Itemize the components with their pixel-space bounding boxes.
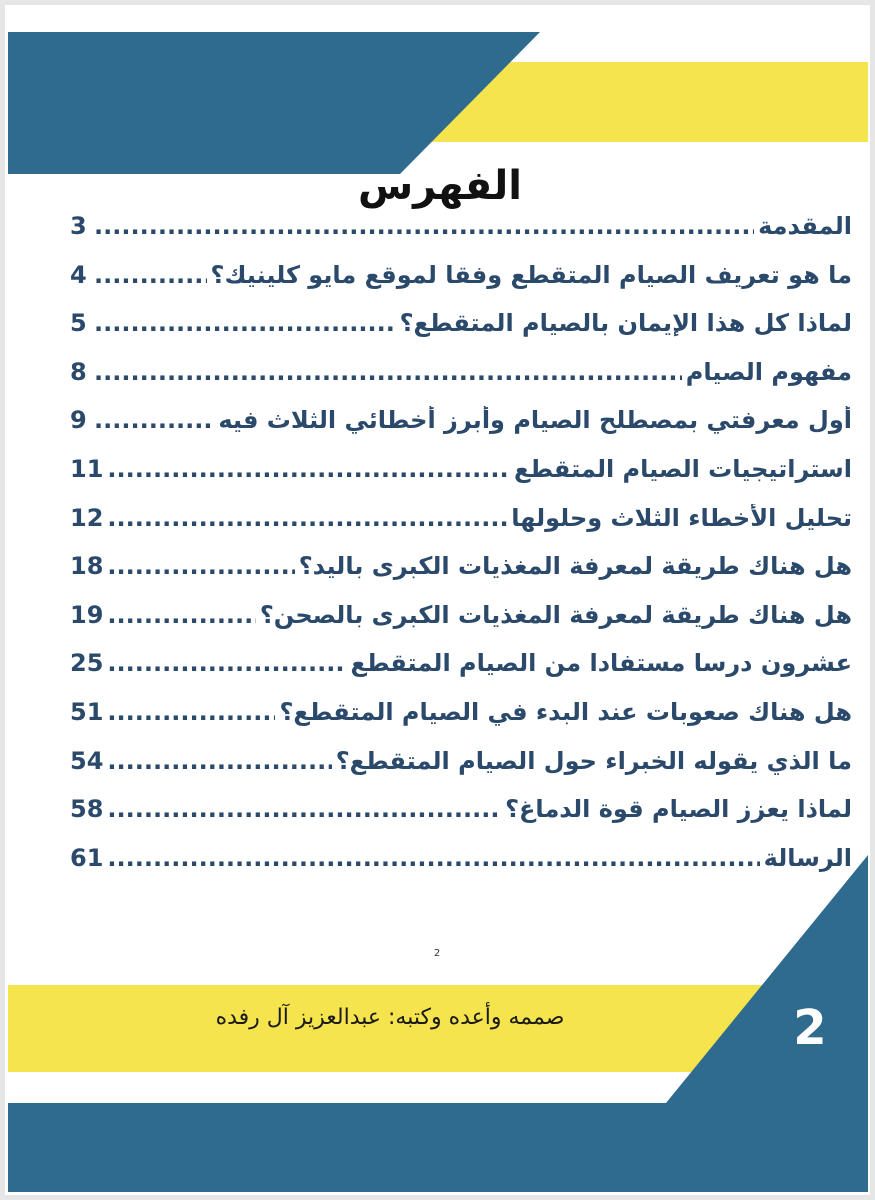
toc-entry-page: 12 [70, 503, 104, 532]
toc-entry-title: ما هو تعريف الصيام المتقطع وفقا لموقع مايو كلينيك؟ [210, 260, 852, 289]
toc-entry [70, 649, 852, 698]
toc-entry-page: 3 [70, 212, 87, 240]
toc-entry [70, 358, 852, 407]
toc-leader-dots [94, 212, 754, 240]
big-page-number: 2 [793, 1000, 827, 1056]
toc-entry [70, 309, 852, 358]
toc-leader-dots [107, 795, 501, 823]
toc-leader-dots [94, 406, 214, 434]
toc-leader-dots [94, 309, 396, 337]
toc-entry-page: 18 [70, 552, 104, 581]
toc-entry-title: المقدمة [758, 212, 852, 240]
toc-entry [70, 406, 852, 455]
toc-entry-page: 25 [70, 649, 104, 678]
toc-entry [70, 455, 852, 504]
toc-entry [70, 261, 852, 310]
toc-entry-page: 61 [70, 843, 104, 872]
table-of-contents [70, 212, 852, 892]
toc-leader-dots [94, 358, 682, 386]
toc-entry-page: 5 [70, 309, 87, 338]
toc-entry-page: 58 [70, 795, 104, 824]
toc-entry-title: استراتيجيات الصيام المتقطع [514, 454, 852, 483]
toc-leader-dots [107, 455, 510, 483]
toc-entry-page: 11 [70, 454, 104, 483]
toc-entry-title: هل هناك طريقة لمعرفة المغذيات الكبرى بالصحن؟ [259, 600, 852, 629]
page-title: الفهرس [357, 163, 522, 209]
toc-leader-dots [107, 698, 275, 726]
toc-entry-title: لماذا كل هذا الإيمان بالصيام المتقطع؟ [399, 309, 852, 338]
author-credit: صممه وأعده وكتبه: عبدالعزيز آل رفده [215, 1005, 565, 1030]
toc-entry [70, 504, 852, 553]
small-page-number: 2 [433, 948, 441, 959]
toc-entry-title: ما الذي يقوله الخبراء حول الصيام المتقطع؟ [335, 746, 852, 775]
toc-leader-dots [107, 844, 759, 872]
toc-entry-page: 9 [70, 406, 87, 435]
toc-entry-title: هل هناك طريقة لمعرفة المغذيات الكبرى باليد؟ [298, 552, 852, 581]
toc-entry-page: 4 [70, 260, 87, 289]
toc-entry-title: لماذا يعزز الصيام قوة الدماغ؟ [505, 795, 852, 824]
toc-entry [70, 844, 852, 893]
toc-entry [70, 795, 852, 844]
toc-leader-dots [107, 552, 294, 580]
toc-entry-page: 54 [70, 746, 104, 775]
toc-leader-dots [107, 747, 331, 775]
bottom-blue-band [8, 1103, 868, 1192]
toc-entry-title: هل هناك صعوبات عند البدء في الصيام المتقطع؟ [279, 697, 852, 726]
toc-entry-title: مفهوم الصيام [685, 357, 852, 386]
toc-entry [70, 601, 852, 650]
toc-entry [70, 698, 852, 747]
toc-entry [70, 552, 852, 601]
toc-leader-dots [107, 649, 346, 677]
toc-entry-title: تحليل الأخطاء الثلاث وحلولها [511, 503, 852, 532]
toc-leader-dots [107, 601, 255, 629]
toc-entry [70, 747, 852, 796]
toc-leader-dots [94, 261, 207, 289]
toc-entry-page: 51 [70, 697, 104, 726]
toc-entry [70, 212, 852, 261]
toc-entry-title: أول معرفتي بمصطلح الصيام وأبرز أخطائي الثلاث فيه [218, 406, 852, 435]
toc-entry-title: عشرون درسا مستفادا من الصيام المتقطع [350, 649, 852, 678]
toc-entry-page: 19 [70, 600, 104, 629]
toc-entry-page: 8 [70, 357, 87, 386]
toc-leader-dots [107, 504, 507, 532]
toc-entry-title: الرسالة [763, 843, 852, 872]
